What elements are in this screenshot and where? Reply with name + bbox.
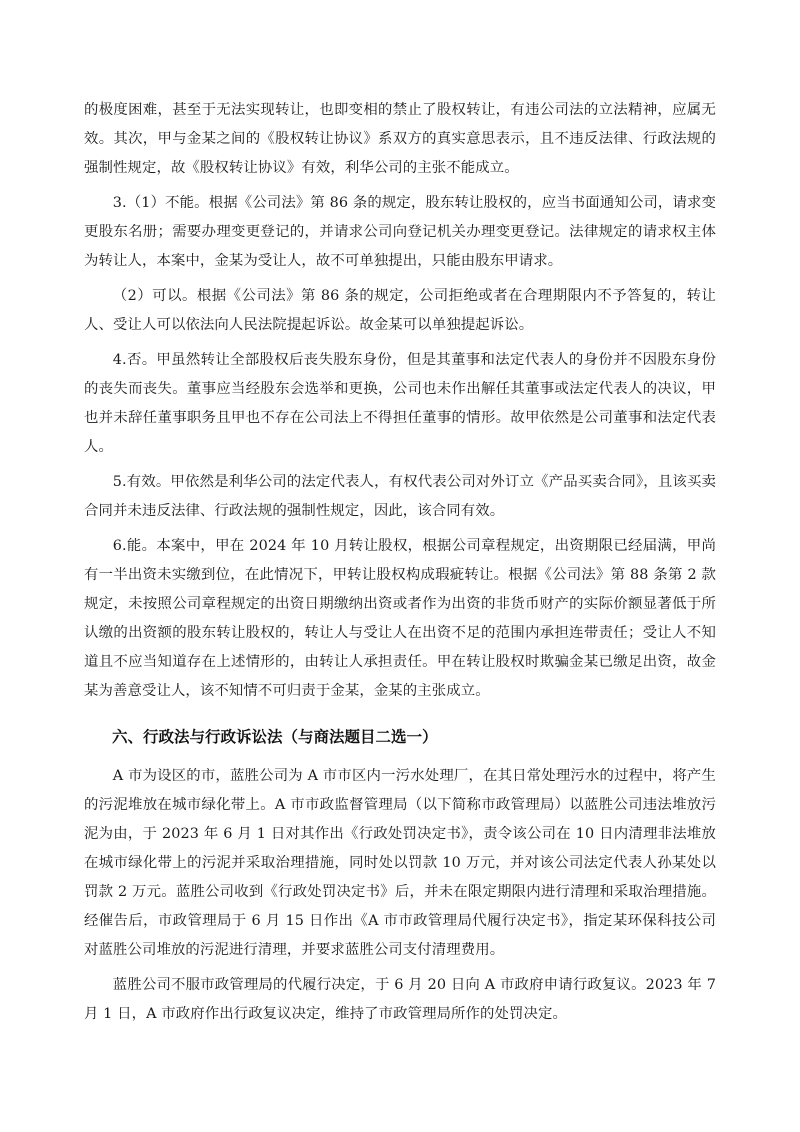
paragraph-answer-6: 6.能。本案中，甲在 2024 年 10 月转让股权，根据公司章程规定，出资期限已经届满，甲尚有一半出资未实缴到位，在此情况下，甲转让股权构成瑕疵转让。根据《公司法》第 88 条第 2 款规定，未按照公司章程规定的出资日期缴纳出资或者作为出资的非货币财产的实际价额显著低于所认缴的出资额的股东转让股权的，转让人与受让人在出资不足的范围内承担连带责任；受让人不知道且不应当知道存在上述情形的，由转让人承担责任。甲在转让股权时欺骗金某已缴足出资，故金某为善意受让人，该不知情不可归责于金某，金某的主张成立。: [84, 538, 716, 699]
paragraph-answer-3-1: 3.（1）不能。根据《公司法》第 86 条的规定，股东转让股权的，应当书面通知公司，请求变更股东名册；需要办理变更登记的，并请求公司向登记机关办理变更登记。法律规定的请求权主体为转让人，本案中，金某为受让人，故不可单独提出，只能由股东甲请求。: [84, 195, 716, 269]
paragraph-continuation: 的极度困难，甚至于无法实现转让，也即变相的禁止了股权转让，有违公司法的立法精神，应属无效。其次，甲与金某之间的《股权转让协议》系双方的真实意思表示，且不违反法律、行政法规的强制性规定，故《股权转让协议》有效，利华公司的主张不能成立。: [84, 102, 716, 176]
paragraph-case-review: 蓝胜公司不服市政管理局的代履行决定，于 6 月 20 日向 A 市政府申请行政复议。2023 年 7 月 1 日，A 市政府作出行政复议决定，维持了市政管理局所作的处罚决定。: [84, 977, 716, 1022]
paragraph-case-facts: A 市为设区的市，蓝胜公司为 A 市市区内一污水处理厂，在其日常处理污水的过程中，将产生的污泥堆放在城市绿化带上。A 市市政监督管理局（以下简称市政管理局）以蓝胜公司违法堆放污泥为由，于 2023 年 6 月 1 日对其作出《行政处罚决定书》，责令该公司在 10 日内清理非法堆放在城市绿化带上的污泥并采取治理措施，同时处以罚款 10 万元，并对该公司法定代表人孙某处以罚款 2 万元。蓝胜公司收到《行政处罚决定书》后，并未在限定期限内进行清理和采取治理措施。经催告后，市政管理局于 6 月 15 日作出《A 市市政管理局代履行决定书》，指定某环保科技公司对蓝胜公司堆放的污泥进行清理，并要求蓝胜公司支付清理费用。: [84, 768, 716, 958]
paragraph-answer-4: 4.否。甲虽然转让全部股权后丧失股东身份，但是其董事和法定代表人的身份并不因股东身份的丧失而丧失。董事应当经股东会选举和更换，公司也未作出解任其董事或法定代表人的决议，甲也并未辞任董事职务且甲也不存在公司法上不得担任董事的情形。故甲依然是公司董事和法定代表人。: [84, 352, 716, 455]
document-body: [84, 96, 716, 1029]
section-title: 六、行政法与行政诉讼法（与商法题目二选一）: [112, 728, 438, 746]
paragraph-answer-3-2: （2）可以。根据《公司法》第 86 条的规定，公司拒绝或者在合理期限内不予答复的，转让人、受让人可以依法向人民法院提起诉讼。故金某可以单独提起诉讼。: [84, 288, 716, 333]
paragraph-answer-5: 5.有效。甲依然是利华公司的法定代表人，有权代表公司对外订立《产品买卖合同》，且该买卖合同并未违反法律、行政法规的强制性规定，因此，该合同有效。: [84, 474, 716, 519]
